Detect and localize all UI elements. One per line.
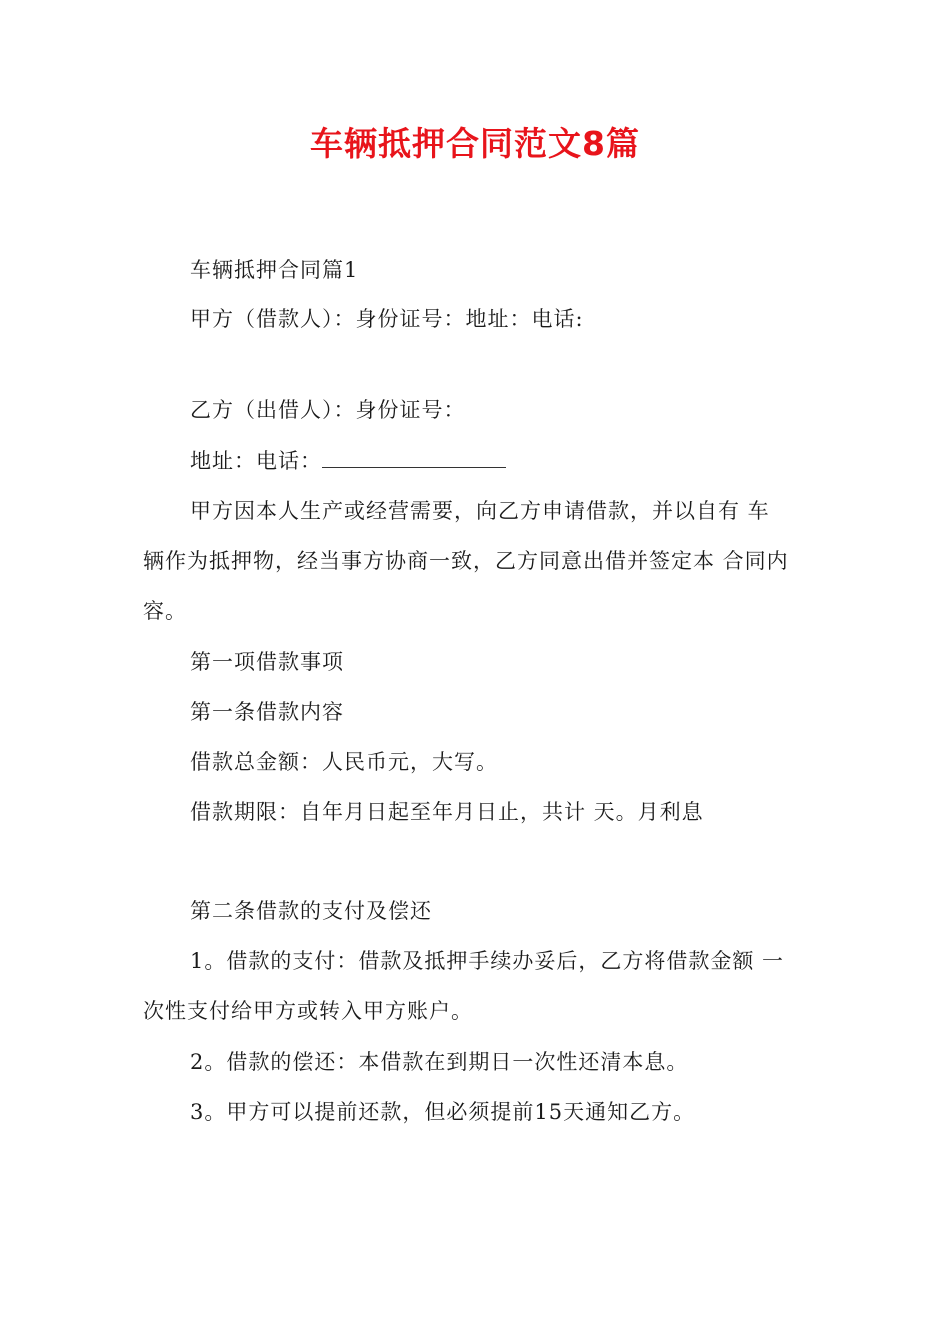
item-one-heading: 第一项借款事项 — [190, 650, 344, 674]
clause-3-line: 3。甲方可以提前还款，但必须提前15天通知乙方。 — [190, 1100, 696, 1124]
article-two-heading: 第二条借款的支付及偿还 — [190, 899, 432, 923]
intro-paragraph-line-2: 辆作为抵押物，经当事方协商一致，乙方同意出借并签定本 合同内 — [143, 549, 789, 573]
loan-term-line: 借款期限：自年月日起至年月日止，共计 天。月利息 — [190, 800, 704, 824]
clause-1-line-2: 次性支付给甲方或转入甲方账户。 — [143, 999, 473, 1023]
party-b-address-line — [190, 446, 506, 476]
intro-paragraph-line-1: 甲方因本人生产或经营需要，向乙方申请借款，并以自有 车 — [190, 499, 770, 523]
fill-in-blank — [322, 447, 506, 468]
document-title: 车辆抵押合同范文8篇 — [310, 124, 640, 163]
section-heading: 车辆抵押合同篇1 — [190, 258, 359, 282]
clause-1-line-1: 1。借款的支付：借款及抵押手续办妥后，乙方将借款金额 一 — [190, 949, 785, 973]
intro-paragraph-line-3: 容。 — [143, 599, 187, 623]
clause-2-line: 2。借款的偿还：本借款在到期日一次性还清本息。 — [190, 1050, 689, 1074]
party-a-line: 甲方（借款人）：身份证号：地址：电话: — [190, 307, 584, 331]
loan-amount-line: 借款总金额：人民币元，大写。 — [190, 750, 498, 774]
party-b-line: 乙方（出借人）：身份证号： — [190, 398, 466, 422]
article-one-heading: 第一条借款内容 — [190, 700, 344, 724]
party-b-address-label: 地址：电话： — [190, 449, 322, 473]
